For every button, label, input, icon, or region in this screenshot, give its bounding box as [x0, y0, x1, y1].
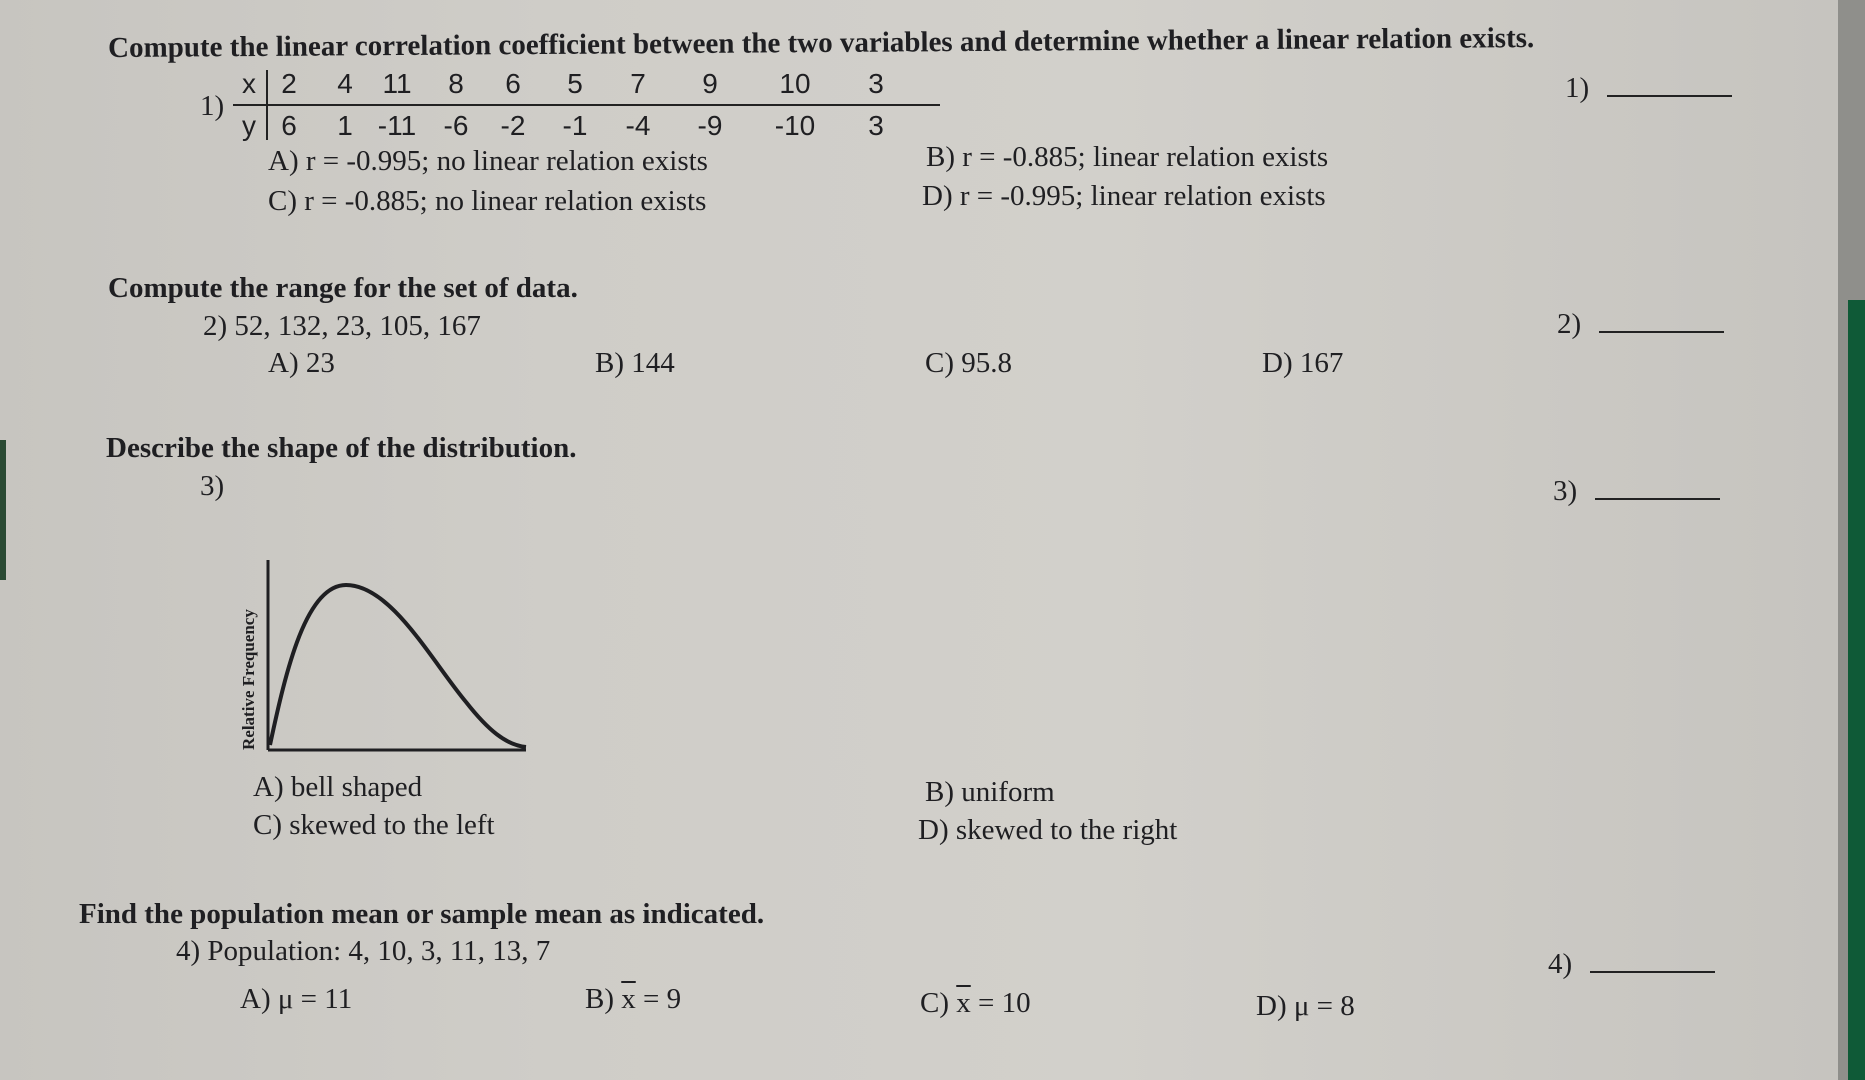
table-x-cell: 8	[448, 68, 464, 99]
table-y-cell: -10	[774, 110, 816, 141]
q1-heading: Compute the linear correlation coefficient between the two variables and determine whether a linear relation exists.	[108, 22, 1535, 64]
distribution-curve	[270, 585, 526, 747]
q3-choice-a[interactable]: A) bell shaped	[253, 771, 423, 803]
q3-choice-d[interactable]: D) skewed to the right	[918, 814, 1178, 846]
q2-answer-label: 2)	[1557, 308, 1582, 340]
q4-choice-d-value: = 8	[1316, 990, 1355, 1022]
q3-answer-label: 3)	[1553, 475, 1578, 507]
q2-choice-a[interactable]: A) 23	[268, 347, 335, 379]
q1-choice-b[interactable]: B) r = -0.885; linear relation exists	[926, 141, 1329, 173]
q3-answer-slot[interactable]	[1553, 475, 1720, 508]
table-divider-horizontal	[233, 104, 940, 106]
q4-choice-c-letter: C)	[920, 987, 949, 1019]
table-x-cell: 7	[630, 68, 646, 99]
q1-choice-a[interactable]: A) r = -0.995; no linear relation exists	[268, 145, 708, 177]
q2-answer-slot[interactable]	[1557, 308, 1724, 341]
table-y-cell: 1	[337, 110, 353, 141]
q3-choice-c[interactable]: C) skewed to the left	[253, 809, 495, 841]
q4-choice-b-symbol: $\overline{x}$	[621, 983, 636, 1015]
table-x-cell: 2	[281, 68, 297, 99]
q4-heading: Find the population mean or sample mean as indicated.	[79, 898, 765, 930]
q4-answer-blank[interactable]	[1590, 951, 1715, 973]
q4-choice-d-symbol: μ	[1293, 990, 1310, 1022]
table-x-cell: 5	[567, 68, 583, 99]
table-x-cell: 10	[779, 68, 811, 99]
q4-answer-slot[interactable]	[1548, 948, 1715, 981]
table-x-cell: 9	[702, 68, 718, 99]
q4-choice-d-letter: D)	[1256, 990, 1287, 1022]
q4-choice-a-symbol: μ	[277, 983, 294, 1015]
table-x-cell: 11	[382, 68, 412, 99]
q4-choice-d[interactable]	[1256, 990, 1355, 1023]
q1-choice-d[interactable]: D) r = -0.995; linear relation exists	[922, 180, 1326, 212]
table-x-cell: 4	[337, 68, 353, 99]
q4-choice-b[interactable]	[585, 983, 681, 1016]
q1-answer-blank[interactable]	[1607, 75, 1732, 97]
q4-answer-label: 4)	[1548, 948, 1573, 980]
table-x-label: x	[242, 68, 256, 99]
table-y-cell: -6	[443, 110, 469, 141]
q4-prompt: 4) Population: 4, 10, 3, 11, 13, 7	[176, 935, 551, 967]
q4-choice-a[interactable]	[240, 983, 352, 1016]
q3-number: 3)	[200, 470, 225, 502]
q2-heading: Compute the range for the set of data.	[108, 272, 578, 304]
background-green-edge	[1848, 300, 1865, 1080]
table-y-cell: 6	[281, 110, 297, 141]
table-y-cell: -2	[500, 110, 526, 141]
q4-choice-b-value: = 9	[643, 983, 682, 1015]
q2-prompt: 2) 52, 132, 23, 105, 167	[203, 310, 481, 342]
q4-choice-b-letter: B)	[585, 983, 614, 1015]
table-y-label: y	[242, 110, 256, 141]
distribution-graph	[226, 550, 536, 760]
table-y-cell: -11	[377, 110, 417, 141]
q4-choice-a-value: = 11	[300, 983, 353, 1015]
q3-heading: Describe the shape of the distribution.	[106, 432, 577, 464]
graph-y-label: Relative Frequency	[239, 609, 258, 750]
q2-choice-d[interactable]: D) 167	[1262, 347, 1344, 379]
q2-choice-b[interactable]: B) 144	[595, 347, 675, 379]
q1-choice-c[interactable]: C) r = -0.885; no linear relation exists	[268, 185, 707, 217]
q4-choice-c-symbol: $\overline{x}$	[956, 987, 971, 1019]
q1-data-table	[233, 68, 940, 148]
q1-answer-label: 1)	[1565, 72, 1590, 104]
q2-choice-c[interactable]: C) 95.8	[925, 347, 1012, 379]
q4-choice-c[interactable]	[920, 987, 1031, 1020]
q1-answer-slot[interactable]	[1565, 72, 1732, 105]
distribution-graph-svg	[226, 550, 536, 760]
background-left-edge	[0, 440, 6, 580]
q3-answer-blank[interactable]	[1595, 478, 1720, 500]
q3-choice-b[interactable]: B) uniform	[925, 776, 1055, 808]
table-y-cell: -9	[697, 110, 723, 141]
table-y-cell: 3	[868, 110, 884, 141]
table-x-cell: 3	[868, 68, 884, 99]
table-x-cell: 6	[505, 68, 521, 99]
table-y-cell: -4	[625, 110, 651, 141]
q4-choice-a-letter: A)	[240, 983, 271, 1015]
q4-choice-c-value: = 10	[978, 987, 1031, 1019]
q1-number: 1)	[200, 90, 225, 122]
table-y-cell: -1	[562, 110, 588, 141]
q2-answer-blank[interactable]	[1599, 311, 1724, 333]
